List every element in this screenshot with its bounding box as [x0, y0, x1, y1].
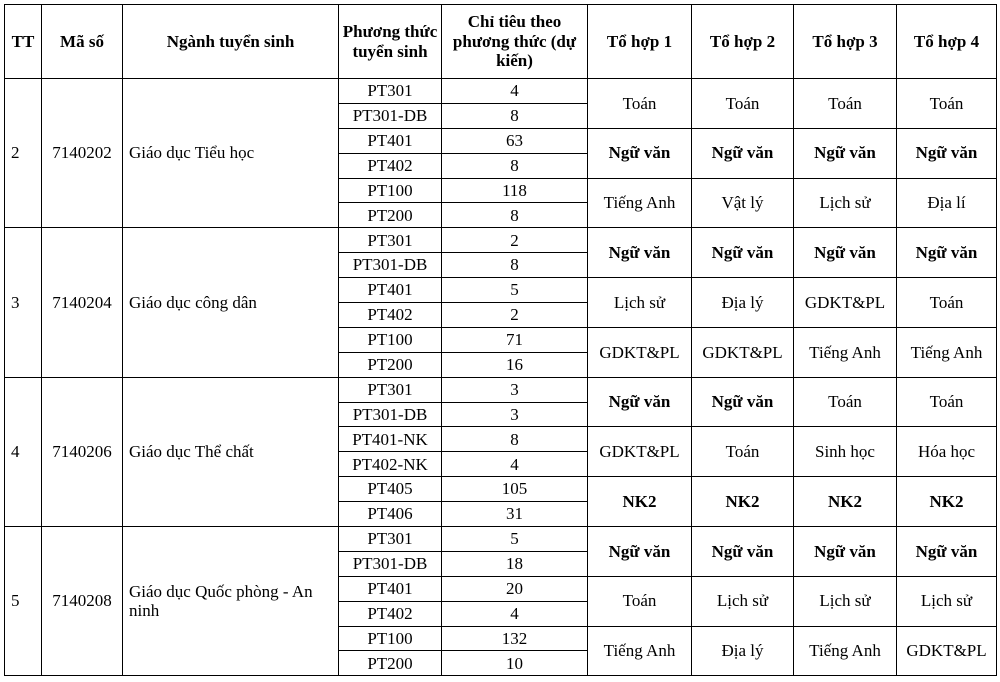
- cell-chi-tieu: 2: [442, 303, 588, 328]
- cell-to-hop-2: Lịch sử: [692, 576, 794, 626]
- cell-chi-tieu: 8: [442, 103, 588, 128]
- cell-phuong-thuc: PT402: [339, 601, 442, 626]
- cell-to-hop-1: Toán: [588, 79, 692, 129]
- header-row: [5, 5, 997, 79]
- cell-chi-tieu: 105: [442, 477, 588, 502]
- cell-to-hop-1: Lịch sử: [588, 278, 692, 328]
- cell-to-hop-1: Ngữ văn: [588, 527, 692, 577]
- cell-to-hop-3: Sinh học: [794, 427, 897, 477]
- cell-phuong-thuc: PT402: [339, 153, 442, 178]
- cell-phuong-thuc: PT301: [339, 228, 442, 253]
- cell-to-hop-1: GDKT&PL: [588, 427, 692, 477]
- cell-phuong-thuc: PT405: [339, 477, 442, 502]
- cell-phuong-thuc: PT401: [339, 128, 442, 153]
- cell-to-hop-2: Ngữ văn: [692, 527, 794, 577]
- cell-phuong-thuc: PT301-DB: [339, 402, 442, 427]
- cell-to-hop-3: NK2: [794, 477, 897, 527]
- cell-to-hop-1: Tiếng Anh: [588, 626, 692, 676]
- cell-tt: 2: [5, 79, 42, 228]
- cell-chi-tieu: 2: [442, 228, 588, 253]
- cell-chi-tieu: 71: [442, 327, 588, 352]
- header-ma-so: Mã số: [42, 5, 123, 79]
- cell-to-hop-2: NK2: [692, 477, 794, 527]
- cell-to-hop-4: Ngữ văn: [897, 128, 997, 178]
- cell-to-hop-3: Toán: [794, 377, 897, 427]
- cell-chi-tieu: 20: [442, 576, 588, 601]
- cell-to-hop-2: GDKT&PL: [692, 327, 794, 377]
- cell-to-hop-3: Tiếng Anh: [794, 327, 897, 377]
- cell-tt: 3: [5, 228, 42, 377]
- cell-chi-tieu: 5: [442, 278, 588, 303]
- cell-phuong-thuc: PT301: [339, 79, 442, 104]
- cell-chi-tieu: 4: [442, 452, 588, 477]
- cell-phuong-thuc: PT301-DB: [339, 551, 442, 576]
- table-row: [5, 377, 997, 402]
- cell-chi-tieu: 4: [442, 601, 588, 626]
- cell-phuong-thuc: PT200: [339, 352, 442, 377]
- cell-phuong-thuc: PT100: [339, 178, 442, 203]
- cell-to-hop-3: Lịch sử: [794, 576, 897, 626]
- cell-to-hop-1: GDKT&PL: [588, 327, 692, 377]
- cell-phuong-thuc: PT406: [339, 502, 442, 527]
- cell-chi-tieu: 63: [442, 128, 588, 153]
- cell-to-hop-2: Địa lý: [692, 278, 794, 328]
- cell-chi-tieu: 8: [442, 203, 588, 228]
- cell-ma-so: 7140204: [42, 228, 123, 377]
- cell-to-hop-4: Toán: [897, 278, 997, 328]
- cell-phuong-thuc: PT100: [339, 626, 442, 651]
- table-row: [5, 527, 997, 552]
- header-nganh: Ngành tuyển sinh: [123, 5, 339, 79]
- cell-to-hop-2: Toán: [692, 79, 794, 129]
- cell-to-hop-3: Tiếng Anh: [794, 626, 897, 676]
- cell-nganh: Giáo dục Quốc phòng - An ninh: [123, 527, 339, 676]
- cell-to-hop-1: NK2: [588, 477, 692, 527]
- cell-to-hop-2: Ngữ văn: [692, 128, 794, 178]
- cell-nganh: Giáo dục Tiểu học: [123, 79, 339, 228]
- cell-tt: 5: [5, 527, 42, 676]
- table-row: [5, 228, 997, 253]
- cell-chi-tieu: 18: [442, 551, 588, 576]
- cell-phuong-thuc: PT301: [339, 377, 442, 402]
- cell-to-hop-4: Lịch sử: [897, 576, 997, 626]
- cell-chi-tieu: 132: [442, 626, 588, 651]
- cell-phuong-thuc: PT301-DB: [339, 253, 442, 278]
- cell-chi-tieu: 31: [442, 502, 588, 527]
- cell-to-hop-1: Toán: [588, 576, 692, 626]
- cell-to-hop-1: Ngữ văn: [588, 377, 692, 427]
- cell-phuong-thuc: PT100: [339, 327, 442, 352]
- header-phuong-thuc: Phương thức tuyển sinh: [339, 5, 442, 79]
- cell-phuong-thuc: PT402: [339, 303, 442, 328]
- cell-chi-tieu: 118: [442, 178, 588, 203]
- cell-to-hop-4: Ngữ văn: [897, 527, 997, 577]
- table-row: [5, 79, 997, 104]
- cell-chi-tieu: 16: [442, 352, 588, 377]
- header-chi-tieu: Chỉ tiêu theo phương thức (dự kiến): [442, 5, 588, 79]
- cell-to-hop-3: Ngữ văn: [794, 128, 897, 178]
- cell-phuong-thuc: PT401-NK: [339, 427, 442, 452]
- cell-to-hop-2: Ngữ văn: [692, 377, 794, 427]
- admission-table: [4, 4, 997, 676]
- header-tt: TT: [5, 5, 42, 79]
- cell-to-hop-2: Ngữ văn: [692, 228, 794, 278]
- cell-nganh: Giáo dục công dân: [123, 228, 339, 377]
- table-body: [5, 79, 997, 676]
- cell-to-hop-2: Toán: [692, 427, 794, 477]
- cell-to-hop-4: Toán: [897, 79, 997, 129]
- cell-chi-tieu: 8: [442, 153, 588, 178]
- cell-phuong-thuc: PT301-DB: [339, 103, 442, 128]
- header-to-hop-2: Tổ hợp 2: [692, 5, 794, 79]
- cell-tt: 4: [5, 377, 42, 526]
- cell-chi-tieu: 8: [442, 427, 588, 452]
- cell-phuong-thuc: PT402-NK: [339, 452, 442, 477]
- cell-phuong-thuc: PT200: [339, 203, 442, 228]
- cell-to-hop-4: Tiếng Anh: [897, 327, 997, 377]
- cell-to-hop-2: Địa lý: [692, 626, 794, 676]
- cell-to-hop-1: Ngữ văn: [588, 228, 692, 278]
- cell-to-hop-4: Toán: [897, 377, 997, 427]
- cell-to-hop-3: Ngữ văn: [794, 228, 897, 278]
- cell-ma-so: 7140208: [42, 527, 123, 676]
- header-to-hop-4: Tổ hợp 4: [897, 5, 997, 79]
- cell-chi-tieu: 10: [442, 651, 588, 676]
- header-to-hop-3: Tổ hợp 3: [794, 5, 897, 79]
- cell-chi-tieu: 3: [442, 377, 588, 402]
- cell-to-hop-2: Vật lý: [692, 178, 794, 228]
- cell-to-hop-4: NK2: [897, 477, 997, 527]
- cell-to-hop-4: Địa lí: [897, 178, 997, 228]
- cell-to-hop-1: Tiếng Anh: [588, 178, 692, 228]
- cell-to-hop-1: Ngữ văn: [588, 128, 692, 178]
- cell-chi-tieu: 3: [442, 402, 588, 427]
- cell-to-hop-4: GDKT&PL: [897, 626, 997, 676]
- cell-phuong-thuc: PT401: [339, 278, 442, 303]
- header-to-hop-1: Tổ hợp 1: [588, 5, 692, 79]
- cell-ma-so: 7140202: [42, 79, 123, 228]
- cell-phuong-thuc: PT200: [339, 651, 442, 676]
- cell-ma-so: 7140206: [42, 377, 123, 526]
- cell-chi-tieu: 8: [442, 253, 588, 278]
- cell-to-hop-4: Ngữ văn: [897, 228, 997, 278]
- cell-to-hop-4: Hóa học: [897, 427, 997, 477]
- cell-nganh: Giáo dục Thể chất: [123, 377, 339, 526]
- cell-chi-tieu: 5: [442, 527, 588, 552]
- cell-to-hop-3: GDKT&PL: [794, 278, 897, 328]
- cell-to-hop-3: Ngữ văn: [794, 527, 897, 577]
- cell-phuong-thuc: PT301: [339, 527, 442, 552]
- cell-to-hop-3: Toán: [794, 79, 897, 129]
- cell-phuong-thuc: PT401: [339, 576, 442, 601]
- cell-chi-tieu: 4: [442, 79, 588, 104]
- cell-to-hop-3: Lịch sử: [794, 178, 897, 228]
